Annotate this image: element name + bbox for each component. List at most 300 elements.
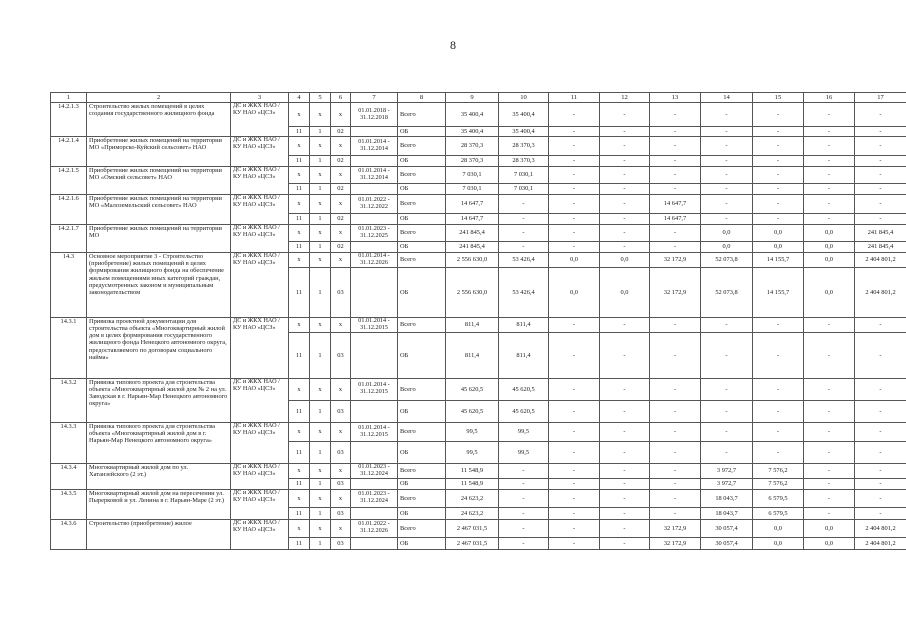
value-cell: - xyxy=(701,156,753,167)
value-cell: - xyxy=(701,137,753,156)
cell-col6: 02 xyxy=(331,242,351,253)
value-cell: - xyxy=(701,441,753,463)
value-cell: 7 030,1 xyxy=(446,167,499,184)
cell-col4: х xyxy=(289,195,310,214)
row-executor: ДС и ЖКХ НАО / КУ НАО «ЦСЗ» xyxy=(231,519,289,549)
cell-col4: 11 xyxy=(289,214,310,225)
page-number: 8 xyxy=(450,38,456,52)
value-cell: 24 623,2 xyxy=(446,507,499,519)
row-name: Приобретение жилых помещений на территории МО «Омский сельсовет» НАО xyxy=(87,167,231,195)
value-cell: - xyxy=(549,478,600,489)
column-number: 8 xyxy=(398,93,446,103)
value-cell: 241 845,4 xyxy=(855,242,906,253)
column-number: 1 xyxy=(51,93,87,103)
value-cell: - xyxy=(753,184,804,195)
value-cell: 35 400,4 xyxy=(499,103,549,127)
value-cell: 0,0 xyxy=(804,225,855,242)
value-cell: - xyxy=(855,478,906,489)
value-cell: 2 556 630,0 xyxy=(446,267,499,317)
value-cell: - xyxy=(650,127,701,137)
value-cell: - xyxy=(804,422,855,441)
cell-col5: х xyxy=(310,519,331,537)
value-cell: - xyxy=(499,537,549,549)
funding-source: Всего xyxy=(398,253,446,268)
row-code: 14.3 xyxy=(51,253,87,318)
value-cell: - xyxy=(855,214,906,225)
value-cell: 0,0 xyxy=(549,253,600,268)
value-cell: - xyxy=(600,103,650,127)
cell-col4: 11 xyxy=(289,507,310,519)
value-cell: 14 155,7 xyxy=(753,253,804,268)
row-code: 14.3.5 xyxy=(51,489,87,519)
row-code: 14.2.1.7 xyxy=(51,225,87,253)
value-cell: 3 972,7 xyxy=(701,463,753,478)
value-cell: - xyxy=(855,195,906,214)
table-row xyxy=(51,317,906,332)
value-cell: 14 647,7 xyxy=(446,214,499,225)
value-cell: - xyxy=(701,127,753,137)
value-cell: - xyxy=(753,195,804,214)
cell-col4: х xyxy=(289,225,310,242)
funding-source: Всего xyxy=(398,422,446,441)
value-cell: - xyxy=(549,195,600,214)
value-cell: 14 155,7 xyxy=(753,267,804,317)
cell-col5: х xyxy=(310,378,331,400)
value-cell: - xyxy=(549,507,600,519)
value-cell: - xyxy=(600,167,650,184)
cell-col4: 11 xyxy=(289,478,310,489)
column-number: 4 xyxy=(289,93,310,103)
cell-col4: х xyxy=(289,489,310,507)
funding-source: ОБ xyxy=(398,156,446,167)
value-cell: 14 647,7 xyxy=(650,214,701,225)
cell-col5: х xyxy=(310,489,331,507)
value-cell: 6 579,5 xyxy=(753,489,804,507)
value-cell: - xyxy=(549,519,600,537)
value-cell: - xyxy=(549,463,600,478)
row-name: Привязка типового проекта для строительства объекта «Многоквартирный жилой дом в г. Нарьян-Мар Ненецкого автономного округа» xyxy=(87,422,231,463)
row-executor: ДС и ЖКХ НАО / КУ НАО «ЦСЗ» xyxy=(231,225,289,253)
empty-cell xyxy=(351,332,398,378)
value-cell: 811,4 xyxy=(499,332,549,378)
value-cell: - xyxy=(650,507,701,519)
value-cell: - xyxy=(804,332,855,378)
value-cell: - xyxy=(804,184,855,195)
value-cell: 14 647,7 xyxy=(650,195,701,214)
value-cell: - xyxy=(650,489,701,507)
value-cell: 0,0 xyxy=(804,537,855,549)
value-cell: - xyxy=(753,137,804,156)
table-row xyxy=(51,463,906,478)
value-cell: - xyxy=(549,441,600,463)
funding-source: ОБ xyxy=(398,478,446,489)
value-cell: - xyxy=(753,127,804,137)
value-cell: - xyxy=(855,167,906,184)
cell-col5: х xyxy=(310,317,331,332)
value-cell: 99,5 xyxy=(499,422,549,441)
row-period: 01.01.2023 - 31.12.2024 xyxy=(351,489,398,507)
value-cell: 2 404 801,2 xyxy=(855,267,906,317)
column-number: 5 xyxy=(310,93,331,103)
cell-col5: 1 xyxy=(310,242,331,253)
value-cell: - xyxy=(549,103,600,127)
cell-col5: 1 xyxy=(310,127,331,137)
value-cell: - xyxy=(499,478,549,489)
column-number: 6 xyxy=(331,93,351,103)
value-cell: - xyxy=(804,137,855,156)
row-period: 01.01.2014 - 31.12.2014 xyxy=(351,137,398,156)
value-cell: - xyxy=(701,378,753,400)
value-cell: 30 057,4 xyxy=(701,537,753,549)
row-code: 14.3.3 xyxy=(51,422,87,463)
value-cell: 241 845,4 xyxy=(855,225,906,242)
value-cell: - xyxy=(855,317,906,332)
value-cell: - xyxy=(650,422,701,441)
value-cell: - xyxy=(650,378,701,400)
funding-source: Всего xyxy=(398,463,446,478)
value-cell: 2 404 801,2 xyxy=(855,519,906,537)
value-cell: - xyxy=(549,489,600,507)
value-cell: - xyxy=(804,127,855,137)
cell-col5: 1 xyxy=(310,156,331,167)
cell-col6: 03 xyxy=(331,537,351,549)
value-cell: - xyxy=(499,489,549,507)
value-cell: 35 400,4 xyxy=(446,127,499,137)
table-row xyxy=(51,103,906,127)
value-cell: 0,0 xyxy=(600,267,650,317)
value-cell: 53 426,4 xyxy=(499,267,549,317)
row-code: 14.3.2 xyxy=(51,378,87,422)
table-row xyxy=(51,195,906,214)
value-cell: 0,0 xyxy=(753,242,804,253)
value-cell: - xyxy=(549,537,600,549)
cell-col4: 11 xyxy=(289,400,310,422)
column-number: 16 xyxy=(804,93,855,103)
funding-source: Всего xyxy=(398,225,446,242)
value-cell: - xyxy=(600,507,650,519)
value-cell: - xyxy=(701,317,753,332)
value-cell: - xyxy=(804,317,855,332)
funding-source: ОБ xyxy=(398,400,446,422)
value-cell: 28 370,3 xyxy=(446,137,499,156)
column-number: 12 xyxy=(600,93,650,103)
value-cell: - xyxy=(855,441,906,463)
value-cell: 52 073,8 xyxy=(701,253,753,268)
value-cell: - xyxy=(499,463,549,478)
value-cell: - xyxy=(600,242,650,253)
cell-col4: 11 xyxy=(289,242,310,253)
cell-col6: 02 xyxy=(331,214,351,225)
row-period: 01.01.2022 - 31.12.2022 xyxy=(351,195,398,214)
row-executor: ДС и ЖКХ НАО / КУ НАО «ЦСЗ» xyxy=(231,137,289,167)
cell-col4: х xyxy=(289,422,310,441)
empty-cell xyxy=(351,400,398,422)
value-cell: 18 043,7 xyxy=(701,507,753,519)
value-cell: - xyxy=(701,422,753,441)
value-cell: - xyxy=(650,400,701,422)
value-cell: - xyxy=(855,156,906,167)
cell-col6: 03 xyxy=(331,400,351,422)
funding-source: Всего xyxy=(398,317,446,332)
value-cell: - xyxy=(600,441,650,463)
value-cell: - xyxy=(701,167,753,184)
value-cell: - xyxy=(650,156,701,167)
value-cell: - xyxy=(855,103,906,127)
value-cell: 52 073,8 xyxy=(701,267,753,317)
value-cell: 0,0 xyxy=(804,519,855,537)
cell-col5: 1 xyxy=(310,214,331,225)
value-cell: - xyxy=(804,214,855,225)
value-cell: - xyxy=(650,478,701,489)
value-cell: 0,0 xyxy=(753,225,804,242)
row-executor: ДС и ЖКХ НАО / КУ НАО «ЦСЗ» xyxy=(231,422,289,463)
value-cell: 99,5 xyxy=(446,422,499,441)
value-cell: - xyxy=(701,184,753,195)
value-cell: - xyxy=(753,441,804,463)
row-name: Многоквартирный жилой дом по ул. Хатанзейского (2 эт.) xyxy=(87,463,231,489)
row-name: Привязка типового проекта для строительства объекта «Многоквартирный жилой дом № 2 на ул. Заводская в г. Нарьян-Мар Ненецкого автономного округа» xyxy=(87,378,231,422)
value-cell: - xyxy=(600,184,650,195)
empty-cell xyxy=(351,441,398,463)
row-period: 01.01.2014 - 31.12.2026 xyxy=(351,253,398,268)
row-code: 14.3.1 xyxy=(51,317,87,378)
cell-col4: 11 xyxy=(289,441,310,463)
value-cell: - xyxy=(701,214,753,225)
value-cell: - xyxy=(499,195,549,214)
value-cell: - xyxy=(650,137,701,156)
value-cell: - xyxy=(804,489,855,507)
cell-col5: х xyxy=(310,103,331,127)
cell-col6: 03 xyxy=(331,478,351,489)
value-cell: 30 057,4 xyxy=(701,519,753,537)
cell-col5: 1 xyxy=(310,400,331,422)
funding-source: ОБ xyxy=(398,537,446,549)
row-period: 01.01.2018 - 31.12.2018 xyxy=(351,103,398,127)
value-cell: - xyxy=(804,378,855,400)
funding-source: ОБ xyxy=(398,507,446,519)
cell-col6: 02 xyxy=(331,156,351,167)
value-cell: - xyxy=(600,378,650,400)
value-cell: 99,5 xyxy=(499,441,549,463)
cell-col6: х xyxy=(331,137,351,156)
value-cell: 2 404 801,2 xyxy=(855,253,906,268)
funding-source: ОБ xyxy=(398,214,446,225)
value-cell: 3 972,7 xyxy=(701,478,753,489)
table-row xyxy=(51,422,906,441)
cell-col5: х xyxy=(310,167,331,184)
table-row xyxy=(51,167,906,184)
value-cell: - xyxy=(600,317,650,332)
table-body xyxy=(51,93,906,550)
cell-col5: х xyxy=(310,225,331,242)
cell-col6: х xyxy=(331,195,351,214)
value-cell: - xyxy=(549,127,600,137)
cell-col4: 11 xyxy=(289,156,310,167)
value-cell: - xyxy=(600,127,650,137)
value-cell: 7 576,2 xyxy=(753,463,804,478)
value-cell: - xyxy=(804,441,855,463)
value-cell: - xyxy=(701,195,753,214)
empty-cell xyxy=(351,267,398,317)
value-cell: 32 172,9 xyxy=(650,519,701,537)
cell-col6: х xyxy=(331,422,351,441)
funding-source: ОБ xyxy=(398,184,446,195)
value-cell: - xyxy=(804,103,855,127)
row-executor: ДС и ЖКХ НАО / КУ НАО «ЦСЗ» xyxy=(231,103,289,137)
value-cell: - xyxy=(600,214,650,225)
value-cell: - xyxy=(499,225,549,242)
funding-source: ОБ xyxy=(398,441,446,463)
value-cell: 2 556 630,0 xyxy=(446,253,499,268)
column-number: 3 xyxy=(231,93,289,103)
cell-col5: х xyxy=(310,137,331,156)
cell-col5: 1 xyxy=(310,537,331,549)
row-code: 14.2.1.3 xyxy=(51,103,87,137)
value-cell: 2 467 031,5 xyxy=(446,519,499,537)
cell-col6: 02 xyxy=(331,127,351,137)
value-cell: - xyxy=(549,378,600,400)
value-cell: 0,0 xyxy=(804,242,855,253)
cell-col5: х xyxy=(310,253,331,268)
cell-col5: х xyxy=(310,463,331,478)
value-cell: - xyxy=(753,214,804,225)
value-cell: - xyxy=(499,214,549,225)
row-executor: ДС и ЖКХ НАО / КУ НАО «ЦСЗ» xyxy=(231,195,289,225)
value-cell: - xyxy=(600,519,650,537)
cell-col6: 03 xyxy=(331,332,351,378)
table-row xyxy=(51,253,906,268)
row-code: 14.2.1.5 xyxy=(51,167,87,195)
value-cell: 7 030,1 xyxy=(499,184,549,195)
value-cell: - xyxy=(499,507,549,519)
value-cell: - xyxy=(549,214,600,225)
table-row xyxy=(51,225,906,242)
value-cell: 32 172,9 xyxy=(650,253,701,268)
cell-col6: 03 xyxy=(331,267,351,317)
row-period: 01.01.2023 - 31.12.2024 xyxy=(351,463,398,478)
row-executor: ДС и ЖКХ НАО / КУ НАО «ЦСЗ» xyxy=(231,489,289,519)
empty-cell xyxy=(351,242,398,253)
cell-col6: х xyxy=(331,317,351,332)
row-executor: ДС и ЖКХ НАО / КУ НАО «ЦСЗ» xyxy=(231,463,289,489)
row-code: 14.3.4 xyxy=(51,463,87,489)
cell-col4: 11 xyxy=(289,267,310,317)
row-name: Строительство жилых помещений в целях создания государственного жилищного фонда xyxy=(87,103,231,137)
value-cell: 0,0 xyxy=(600,253,650,268)
value-cell: - xyxy=(600,463,650,478)
funding-source: Всего xyxy=(398,489,446,507)
value-cell: 7 030,1 xyxy=(446,184,499,195)
cell-col6: х xyxy=(331,463,351,478)
value-cell: - xyxy=(701,400,753,422)
value-cell: - xyxy=(804,507,855,519)
row-name: Приобретение жилых помещений на территории МО «Приморско-Куйский сельсовет» НАО xyxy=(87,137,231,167)
value-cell: 35 400,4 xyxy=(446,103,499,127)
value-cell: - xyxy=(549,156,600,167)
value-cell: - xyxy=(650,332,701,378)
value-cell: 811,4 xyxy=(446,317,499,332)
value-cell: - xyxy=(804,463,855,478)
row-name: Приобретение жилых помещений на территории МО xyxy=(87,225,231,253)
empty-cell xyxy=(351,184,398,195)
row-name: Многоквартирный жилой дом на пересечении ул. Пырерковой и ул. Ленина в г. Нарьян-Маре (2 эт.) xyxy=(87,489,231,519)
value-cell: - xyxy=(499,242,549,253)
value-cell: - xyxy=(650,242,701,253)
funding-source: Всего xyxy=(398,103,446,127)
value-cell: - xyxy=(549,422,600,441)
cell-col5: 1 xyxy=(310,184,331,195)
column-number: 13 xyxy=(650,93,701,103)
value-cell: - xyxy=(804,400,855,422)
value-cell: - xyxy=(855,137,906,156)
value-cell: 45 620,5 xyxy=(499,400,549,422)
value-cell: 2 404 801,2 xyxy=(855,537,906,549)
empty-cell xyxy=(351,214,398,225)
cell-col4: х xyxy=(289,103,310,127)
value-cell: 241 845,4 xyxy=(446,242,499,253)
value-cell: - xyxy=(600,137,650,156)
empty-cell xyxy=(351,127,398,137)
value-cell: - xyxy=(549,317,600,332)
cell-col6: х xyxy=(331,103,351,127)
value-cell: - xyxy=(855,127,906,137)
value-cell: - xyxy=(701,103,753,127)
value-cell: 7 030,1 xyxy=(499,167,549,184)
row-executor: ДС и ЖКХ НАО / КУ НАО «ЦСЗ» xyxy=(231,253,289,318)
value-cell: - xyxy=(549,167,600,184)
value-cell: - xyxy=(549,242,600,253)
table-row xyxy=(51,378,906,400)
value-cell: - xyxy=(753,378,804,400)
value-cell: - xyxy=(499,519,549,537)
cell-col4: х xyxy=(289,253,310,268)
value-cell: 6 579,5 xyxy=(753,507,804,519)
cell-col6: х xyxy=(331,519,351,537)
value-cell: 0,0 xyxy=(701,242,753,253)
value-cell: - xyxy=(855,332,906,378)
column-number: 15 xyxy=(753,93,804,103)
value-cell: 28 370,3 xyxy=(499,156,549,167)
value-cell: 241 845,4 xyxy=(446,225,499,242)
row-period: 01.01.2014 - 31.12.2015 xyxy=(351,378,398,400)
row-period: 01.01.2014 - 31.12.2015 xyxy=(351,317,398,332)
row-executor: ДС и ЖКХ НАО / КУ НАО «ЦСЗ» xyxy=(231,167,289,195)
cell-col5: 1 xyxy=(310,267,331,317)
value-cell: 0,0 xyxy=(753,537,804,549)
value-cell: 0,0 xyxy=(804,253,855,268)
value-cell: - xyxy=(804,167,855,184)
row-period: 01.01.2023 - 31.12.2025 xyxy=(351,225,398,242)
row-code: 14.2.1.4 xyxy=(51,137,87,167)
value-cell: - xyxy=(753,317,804,332)
cell-col4: х xyxy=(289,167,310,184)
value-cell: 45 620,5 xyxy=(446,400,499,422)
value-cell: - xyxy=(600,489,650,507)
value-cell: - xyxy=(600,478,650,489)
row-name: Приобретение жилых помещений на территории МО «Малоземельский сельсовет» НАО xyxy=(87,195,231,225)
value-cell: - xyxy=(650,167,701,184)
cell-col4: х xyxy=(289,463,310,478)
value-cell: 0,0 xyxy=(549,267,600,317)
cell-col4: 11 xyxy=(289,127,310,137)
cell-col6: 02 xyxy=(331,184,351,195)
value-cell: - xyxy=(855,400,906,422)
cell-col5: 1 xyxy=(310,441,331,463)
cell-col5: х xyxy=(310,195,331,214)
value-cell: - xyxy=(549,184,600,195)
funding-source: Всего xyxy=(398,137,446,156)
cell-col6: х xyxy=(331,378,351,400)
